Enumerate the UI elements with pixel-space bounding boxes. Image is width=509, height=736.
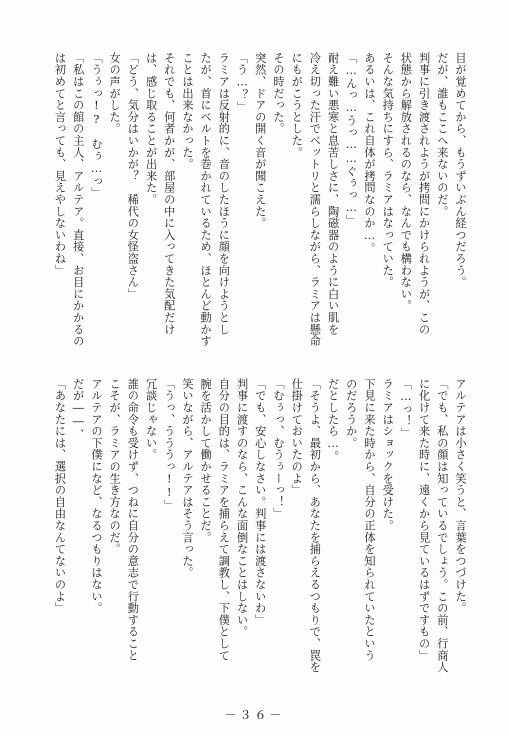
text-column: 判事に渡すのなら、こんな面倒なことはしない。 — [235, 378, 249, 638]
text-column: 「うぅっ!? むぅ…っ」 — [89, 52, 103, 199]
text-column: だが――、 — [71, 378, 85, 441]
text-column: アルテアの下僕になど、なるつもりはない。 — [89, 378, 103, 614]
text-column: 冗談じゃない。 — [144, 378, 158, 461]
text-column: アルテアは小さく笑うと、言葉をつづけた。 — [454, 378, 467, 614]
text-column: 下見に来た時から、自分の正体を知られていたという — [362, 378, 376, 662]
text-column: 突然、ドアの開く音が聞こえた。 — [253, 52, 267, 229]
text-column: 仕掛けておいたのよ」 — [290, 378, 304, 496]
text-column: 「どう、気分はいかが？ 稀代の女怪盗さん」 — [126, 52, 140, 300]
text-column: 腕を活かして働かせることだ。 — [199, 378, 213, 544]
text-column: 「うっ、うううっ!!」 — [162, 378, 176, 512]
text-column: 「う…？」 — [235, 52, 249, 113]
text-column: 冷え切った汗でベットリと濡らしながら、ラミアは懸命 — [308, 52, 322, 347]
text-column: その時だった。 — [271, 52, 285, 135]
text-column: だとしたら…。 — [326, 378, 340, 463]
text-column: あるいは、これ自体が拷問なのか…。 — [362, 52, 376, 255]
text-column: 「あなたには、選択の自由なんてないのよ」 — [53, 378, 67, 614]
text-column: それでも、何者かが、部屋の中に入ってきた気配だけ — [162, 52, 176, 336]
lower-text-block — [50, 378, 469, 696]
text-column: 「そうよ、最初から、あなたを捕らえるつもりで、罠を — [308, 378, 322, 673]
text-column: こそが、ラミアの生き方なのだ。 — [108, 378, 122, 555]
text-column: 「でも、私の顔は知っているでしょう。この前、行商人 — [435, 378, 449, 673]
text-column: 「…っ！」 — [399, 378, 413, 439]
text-column: 目が覚めてから、もうずいぶん経つだろう。 — [454, 52, 467, 288]
text-column: たが、首にベルトを巻かれているため、ほとんど動かす — [199, 52, 213, 347]
text-column: は、感じ取ることが出来た。 — [144, 52, 158, 206]
text-column: のだろうか。 — [344, 378, 358, 449]
text-column: ことは出来なかった。 — [180, 52, 194, 170]
text-column: 「でも、安心しなさい。判事には渡さないわ」 — [253, 378, 267, 626]
page-number: －３６－ — [224, 708, 285, 722]
text-column: 「むぅっ、むうぅーっ！」 — [271, 378, 285, 520]
text-column: にもがこうとした。 — [290, 52, 304, 159]
text-column: 判事に引き渡されようが拷問にかけられようが、この — [417, 52, 431, 336]
text-column: 「…んっ…うっ……ぐぅっ…」 — [344, 52, 358, 227]
upper-text-block — [50, 52, 469, 370]
text-column: は初めてと言っても、見えやしないわね」 — [53, 52, 67, 277]
text-column: 誰の命令も受けず、つねに自分の意志で行動すること — [126, 378, 140, 662]
text-column: だが、誰もここへ来ないのだ。 — [435, 52, 449, 218]
text-column: 女の声がした。 — [108, 52, 122, 135]
text-column: 「私はこの館の主人、アルテア。直接、お目にかかるの — [71, 52, 85, 347]
text-column: ラミアはショックを受けた。 — [381, 378, 395, 532]
text-column: 自分の目的は、ラミアを捕らえて調教し、下僕として — [217, 378, 231, 662]
text-column: に化けて来た時に、遠くから見ているはずですもの」 — [417, 378, 431, 662]
text-column: 状態から解放されるのなら、なんでも構わない。 — [399, 52, 413, 312]
text-column: ラミアは反射的に、音のしたほうに顔を向けようとし — [217, 52, 231, 336]
text-column: 耐え難い悪寒と息苦しさに、陶磁器のように白い肌を — [326, 52, 340, 336]
text-column: そんな気持ちにすら、ラミアはなっていた。 — [381, 52, 395, 288]
text-column: 笑いながら、アルテアはそう言った。 — [180, 378, 194, 579]
